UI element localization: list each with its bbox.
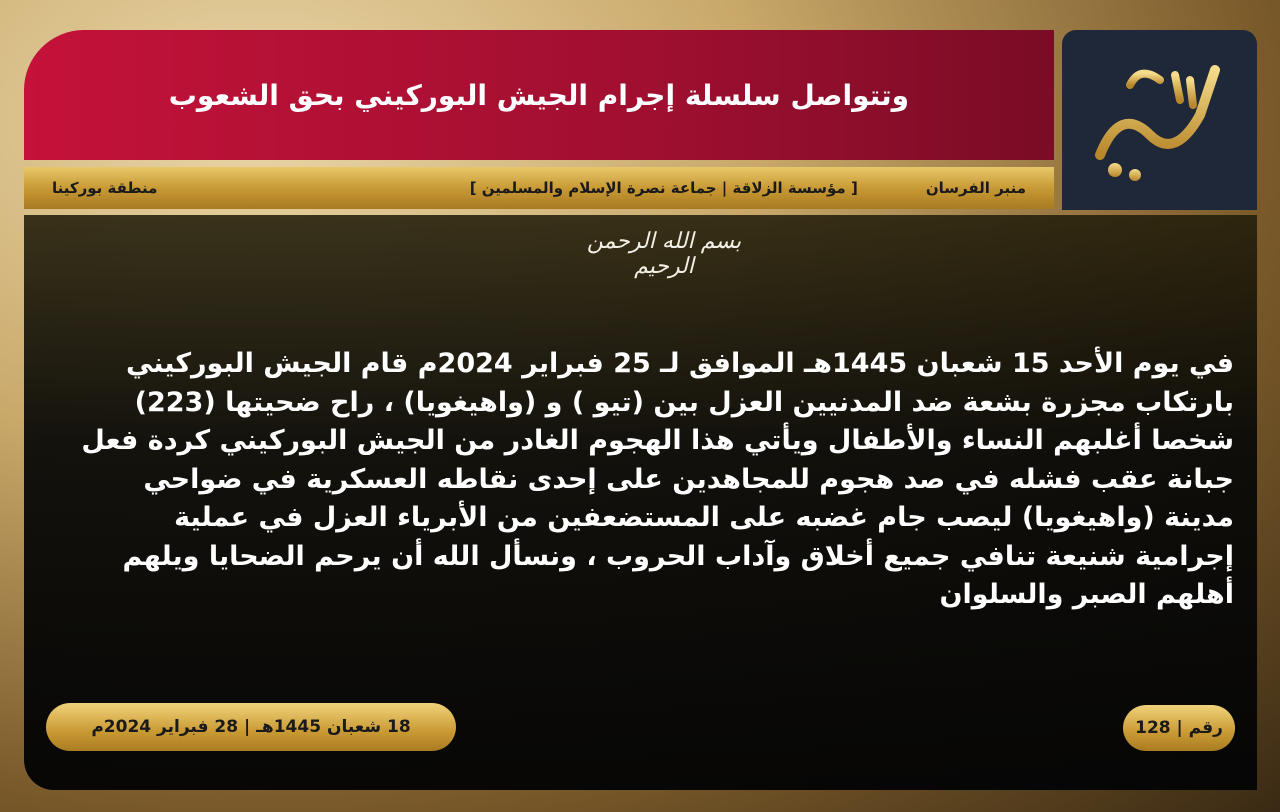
logo [1062,30,1257,210]
statement-line: بارتكاب مجزرة بشعة ضد المدنيين العزل بين (تيو ) و (واهيغويا) ، راح ضحيتها (223) [134,386,1234,418]
basmala: بسم الله الرحمن الرحيم [586,229,742,279]
foundation-label: [ مؤسسة الزلاقة | جماعة نصرة الإسلام والمسلمين ] [469,179,858,197]
platform-label: منبر الفرسان [925,179,1026,197]
statement-line: مدينة (واهيغويا) ليصب جام غضبه على المستضعفين من الأبرياء العزل في عملية [174,502,1234,533]
logo-emblem-icon [1080,45,1240,195]
number-text: رقم | 128 [1135,718,1223,738]
title-banner [24,30,1054,160]
statement-body [54,345,1234,615]
statement-line: شخصا أغلبهم النساء والأطفال ويأتي هذا الهجوم الغادر من الجيش البوركيني كردة فعل [81,425,1234,456]
info-bar [24,167,1054,209]
statement-line: في يوم الأحد 15 شعبان 1445هـ الموافق لـ 25 فبراير 2024م قام الجيش البوركيني [125,348,1234,379]
statement-line: أهلهم الصبر والسلوان [939,579,1234,610]
number-badge [1123,705,1235,751]
date-badge [46,703,456,751]
statement-line: جبانة عقب فشله في صد هجوم للمجاهدين على إحدى نقاطه العسكرية في ضواحي [143,463,1234,495]
statement-line: إجرامية شنيعة تنافي جميع أخلاق وآداب الحروب ، ونسأل الله أن يرحم الضحايا ويلهم [122,540,1234,572]
date-text: 18 شعبان 1445هـ | 28 فبراير 2024م [91,717,411,737]
region-label: منطقة بوركينا [52,179,158,197]
page-title: وتتواصل سلسلة إجرام الجيش البوركيني بحق الشعوب [168,78,909,112]
